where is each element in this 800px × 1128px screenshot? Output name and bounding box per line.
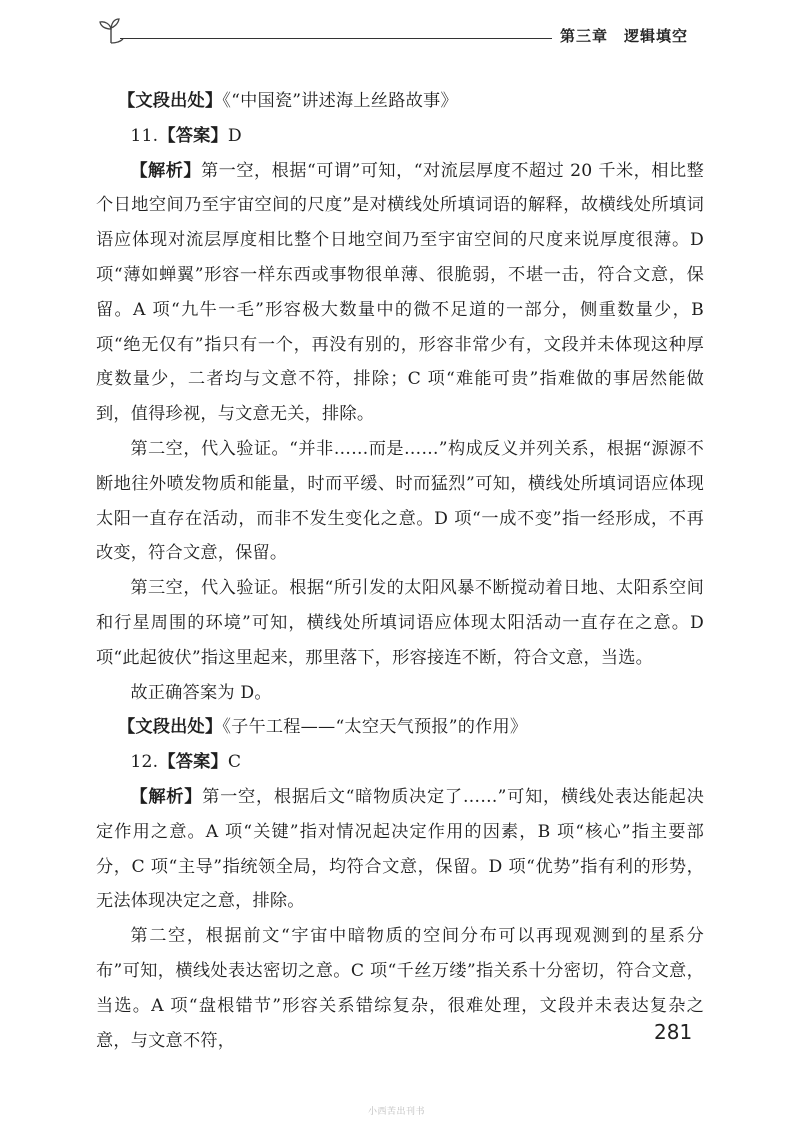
running-header [560, 25, 688, 46]
conclusion-paragraph: 故正确答案为 D。 [130, 682, 272, 703]
question-number: 12. [130, 752, 159, 773]
footer-watermark: 小西苦出刊书 [368, 1107, 426, 1117]
analysis-label: 【解析】 [130, 786, 203, 807]
body-paragraph: 第二空，代入验证。“并非……而是……”构成反义并列关系，根据“源源不断地往外喷发物质和能量，时而平缓、时而猛烈”可知，横线处所填词语应体现太阳一直存在活动，而非不发生变化之意。D 项“一成不变”指一经形成，不再改变，符合文意，保留。 [96, 438, 704, 564]
answer-paragraph [96, 119, 704, 154]
analysis-paragraph [96, 154, 704, 432]
analysis-text: 第一空，根据“可谓”可知，“对流层厚度不超过 20 千米，相比整个日地空间乃至宇宙空间的尺度”是对横线处所填词语的解释，故横线处所填词语应体现对流层厚度相比整个日地空间乃至宇宙空间的尺度来说厚度很薄。D 项“薄如蝉翼”形容一样东西或事物很单薄、很脆弱，不堪一击，符合文意，保留。A 项“九牛一毛”形容极大数量中的微不足道的一部分，侧重数量少，B 项“绝无仅有”指只有一个，再没有别的，形容非常少有，文段并未体现这种厚度数量少，二者均与文意不符，排除；C 项“难能可贵”指难做的事居然能做到，值得珍视，与文意无关，排除。 [96, 160, 704, 425]
question-number: 11. [130, 125, 159, 146]
source-label: 【文段出处】 [118, 91, 223, 111]
sprout-icon [96, 16, 126, 44]
source-paragraph [118, 84, 704, 119]
answer-value: C [227, 752, 242, 773]
chapter-label: 第三章 [560, 27, 609, 45]
body-paragraph: 第三空，代入验证。根据“所引发的太阳风暴不断搅动着日地、太阳系空间和行星周围的环境”可知，横线处所填词语应体现太阳活动一直存在之意。D 项“此起彼伏”指这里起来，那里落下，形容接连不断，符合文意，当选。 [96, 578, 704, 668]
analysis-paragraph [96, 780, 704, 919]
answer-value: D [227, 125, 242, 146]
analysis-text: 第一空，根据后文“暗物质决定了……”可知，横线处表达能起决定作用之意。A 项“关键”指对情况起决定作用的因素，B 项“核心”指主要部分，C 项“主导”指统领全局，均符合文意，保留。D 项“优势”指有利的形势，无法体现决定之意，排除。 [96, 786, 704, 912]
source-text: 《“中国瓷”讲述海上丝路故事》 [222, 91, 458, 111]
header-rule [120, 38, 552, 39]
answer-label: 【答案】 [158, 125, 228, 146]
analysis-label: 【解析】 [130, 160, 202, 181]
page-number: 281 [654, 1020, 693, 1044]
answer-paragraph [96, 745, 704, 780]
page-body [96, 84, 704, 1058]
source-text: 《子午工程——“太空天气预报”的作用》 [222, 717, 528, 738]
chapter-title: 逻辑填空 [624, 27, 689, 45]
source-paragraph [118, 710, 704, 745]
answer-label: 【答案】 [158, 752, 228, 773]
body-paragraph: 第二空，根据前文“宇宙中暗物质的空间分布可以再现观测到的星系分布”可知，横线处表达密切之意。C 项“千丝万缕”指关系十分密切，符合文意，当选。A 项“盘根错节”形容关系错综复杂，很难处理，文段并未表达复杂之意，与文意不符， [96, 926, 704, 1051]
source-label: 【文段出处】 [118, 717, 223, 738]
